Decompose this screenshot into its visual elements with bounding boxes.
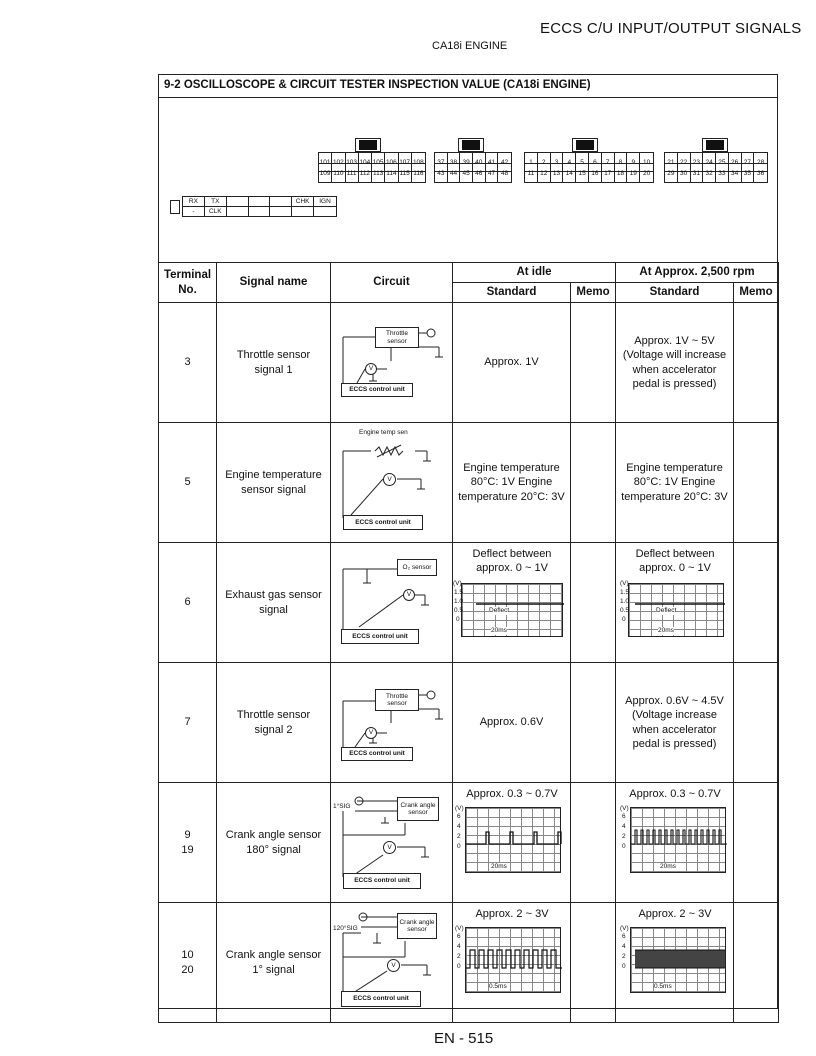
tick-label: 6 (622, 933, 626, 940)
idle-memo-cell (571, 783, 616, 903)
tick-label: 1.5 (620, 589, 630, 596)
o2-idle-waveform (461, 583, 563, 637)
connector-pin: CLK (205, 207, 227, 216)
tick-label: 0 (457, 843, 461, 850)
rpm-memo-cell (734, 783, 779, 903)
connector-key (706, 140, 724, 150)
connector-pin: 106 (385, 153, 398, 171)
connector-pin: 109 (319, 164, 332, 182)
idle-standard-cell: Approx. 1V (453, 303, 571, 423)
deflect-label: Deflect (656, 607, 677, 614)
crank180-idle-waveform (465, 807, 561, 873)
voltmeter-icon: V (387, 959, 400, 972)
rpm-memo-cell (734, 543, 779, 663)
terminal-cell: 10 20 (159, 903, 217, 1023)
voltmeter-icon: V (365, 363, 377, 375)
time-scale-label: 20ms (660, 863, 676, 870)
throttle2-circuit-diagram (331, 663, 453, 782)
connector-pin: CHK (292, 197, 314, 206)
header-signal: Signal name (217, 263, 331, 303)
idle-standard-text: Approx. 2 ~ 3V (475, 908, 549, 920)
voltmeter-icon: V (383, 841, 396, 854)
connector-pin: 116 (413, 169, 424, 177)
connector-key (576, 140, 594, 150)
connector-pin: 25 (716, 153, 729, 171)
crank-angle-sensor-box: Crank angle sensor (397, 797, 439, 821)
throttle-circuit-diagram (331, 303, 453, 422)
table-row (159, 783, 779, 903)
time-scale-label: 20ms (658, 627, 674, 634)
header-terminal: Terminal No. (159, 263, 217, 303)
connector-pin: 103 (346, 153, 359, 171)
connector-pin: 13 (551, 164, 564, 182)
rpm-standard-cell: Engine temperature 80°C: 1V Engine temperature 20°C: 3V (616, 423, 734, 543)
connector-pin: 108 (412, 158, 424, 166)
rpm-standard-text: Approx. 0.3 ~ 0.7V (629, 788, 721, 800)
rpm-memo-cell (734, 663, 779, 783)
connector-pin: 36 (757, 169, 765, 177)
connector-pin: 5 (576, 153, 589, 171)
page-number: EN - 515 (434, 1030, 494, 1047)
idle-memo-cell (571, 423, 616, 543)
connector-pin: 24 (703, 153, 716, 171)
header-rpm: At Approx. 2,500 rpm (616, 263, 779, 283)
connector-pin: 2 (538, 153, 551, 171)
connector-pin: 112 (359, 164, 372, 182)
terminal-cell: 7 (159, 663, 217, 783)
signal-cell: Crank angle sensor 180° signal (217, 783, 331, 903)
signal-cell: Crank angle sensor 1° signal (217, 903, 331, 1023)
rpm-standard-cell (616, 543, 734, 663)
v-unit-label: (V) (453, 580, 462, 587)
connector-pin: 32 (703, 164, 716, 182)
connector-pin: 107 (399, 153, 412, 171)
connector-pin: 17 (602, 164, 615, 182)
connector-pin (314, 207, 336, 216)
connector-key (359, 140, 377, 150)
tick-label: 1.0 (620, 598, 630, 605)
crank1-rpm-waveform (630, 927, 726, 993)
header-rpm-memo: Memo (734, 283, 779, 303)
voltmeter-icon: V (403, 589, 415, 601)
connector-pin (249, 207, 271, 216)
idle-memo-cell (571, 663, 616, 783)
throttle-sensor-box: Throttle sensor (375, 689, 419, 711)
ecu-box: ECCS control unit (343, 873, 421, 889)
connector-pin: 41 (486, 153, 499, 171)
idle-memo-cell (571, 543, 616, 663)
crank-angle-sensor-box: Crank angle sensor (397, 913, 437, 939)
connector-pin: 110 (332, 164, 345, 182)
connector-pin: TX (205, 197, 227, 206)
idle-standard-text: Deflect between approx. 0 ~ 1V (472, 548, 552, 575)
connector-pin: RX (183, 197, 205, 206)
connector-pin: 26 (729, 153, 742, 171)
header-circuit: Circuit (331, 263, 453, 303)
signal-cell: Throttle sensor signal 2 (217, 663, 331, 783)
connector-pin: 10 (642, 158, 651, 166)
circuit-cell (331, 903, 453, 1023)
idle-standard-cell (453, 903, 571, 1023)
engine-temp-label: Engine temp sen (359, 429, 408, 436)
connector-pin: 35 (742, 164, 755, 182)
idle-memo-cell (571, 303, 616, 423)
connector-pin: IGN (319, 198, 331, 205)
signal-cell: Engine temperature sensor signal (217, 423, 331, 543)
idle-memo-cell (571, 903, 616, 1023)
circuit-cell (331, 663, 453, 783)
tick-label: 2 (457, 953, 461, 960)
connector-pin: 43 (435, 164, 448, 182)
connector-pin: 113 (372, 164, 385, 182)
throttle-sensor-box: Throttle sensor (375, 327, 419, 348)
v-unit-label: (V) (455, 925, 464, 932)
diag-connector-key (170, 200, 180, 214)
connector-pin: 111 (346, 164, 359, 182)
inspection-table (158, 262, 779, 1023)
rpm-standard-text: Approx. 2 ~ 3V (638, 908, 712, 920)
connector-pin: 48 (500, 169, 509, 177)
sig120-label: 120°SIG (333, 925, 358, 932)
ecu-box: ECCS control unit (341, 629, 419, 644)
connector-pin: 16 (589, 164, 602, 182)
connector-pin: 6 (589, 153, 602, 171)
crank180-rpm-waveform (630, 807, 726, 873)
tick-label: 0 (622, 843, 626, 850)
connector-pin: 40 (473, 153, 486, 171)
connector-pin: 1 (525, 153, 538, 171)
table-row (159, 663, 779, 783)
connector-pin: 38 (448, 153, 461, 171)
connector-pin: 11 (525, 164, 538, 182)
voltmeter-icon: V (383, 473, 396, 486)
connector-pin: 105 (372, 153, 385, 171)
tick-label: 4 (622, 943, 626, 950)
connector-pin: 45 (460, 164, 473, 182)
connector-pin: 31 (691, 164, 704, 182)
header-rpm-standard: Standard (616, 283, 734, 303)
connector-pin: 15 (576, 164, 589, 182)
circuit-cell (331, 543, 453, 663)
tick-label: 0 (456, 616, 460, 623)
ecu-box: ECCS control unit (343, 515, 423, 530)
idle-standard-cell: Engine temperature 80°C: 1V Engine temperature 20°C: 3V (453, 423, 571, 543)
connector-pin: 34 (729, 164, 742, 182)
idle-standard-cell: Approx. 0.6V (453, 663, 571, 783)
header-idle-memo: Memo (571, 283, 616, 303)
connector-pin: 14 (563, 164, 576, 182)
crank1-idle-waveform (465, 927, 561, 993)
terminal-cell: 3 (159, 303, 217, 423)
tick-label: 1.0 (454, 598, 464, 605)
table-row (159, 543, 779, 663)
connector-pin: 37 (435, 153, 448, 171)
connector-pin: 27 (742, 153, 755, 171)
connector-pin: 115 (399, 164, 412, 182)
connector-pin (249, 197, 271, 206)
signal-cell: Exhaust gas sensor signal (217, 543, 331, 663)
connector-pin: 114 (385, 164, 398, 182)
v-unit-label: (V) (620, 805, 629, 812)
connector-pin: 102 (332, 153, 345, 171)
tick-label: 2 (457, 833, 461, 840)
v-unit-label: (V) (455, 805, 464, 812)
header-idle: At idle (453, 263, 616, 283)
page-header-title: ECCS C/U INPUT/OUTPUT SIGNALS (540, 20, 802, 37)
terminal-cell: 5 (159, 423, 217, 543)
ecu-box: ECCS control unit (341, 383, 413, 397)
sig1-label: 1°SIG (333, 803, 351, 810)
tick-label: 6 (457, 933, 461, 940)
voltmeter-icon: V (365, 727, 377, 739)
connector-pin: 46 (473, 164, 486, 182)
rpm-standard-text: Deflect between approx. 0 ~ 1V (635, 548, 715, 575)
connector-pin: 23 (691, 153, 704, 171)
ecu-box: ECCS control unit (341, 747, 413, 761)
idle-standard-cell (453, 543, 571, 663)
tick-label: 0 (622, 963, 626, 970)
terminal-cell: 9 19 (159, 783, 217, 903)
connector-pin (227, 207, 249, 216)
connector-key (462, 140, 480, 150)
connector-pin: 30 (678, 164, 691, 182)
tick-label: 2 (622, 833, 626, 840)
tick-label: 2 (622, 953, 626, 960)
time-scale-label: 0.5ms (489, 983, 507, 990)
tick-label: 4 (457, 943, 461, 950)
signal-cell: Throttle sensor signal 1 (217, 303, 331, 423)
deflect-label: Deflect (489, 607, 510, 614)
connector-pin: - (183, 207, 205, 216)
connector-pin (270, 197, 292, 206)
connector-pin: 44 (448, 164, 461, 182)
connector-pin: 104 (359, 153, 372, 171)
tick-label: 6 (622, 813, 626, 820)
rpm-memo-cell (734, 423, 779, 543)
connector-pin: 12 (538, 164, 551, 182)
v-unit-label: (V) (620, 580, 629, 587)
connector-pin: 33 (716, 164, 729, 182)
table-row (159, 303, 779, 423)
connector-4-bottom-row (664, 163, 768, 183)
rpm-standard-cell (616, 903, 734, 1023)
connector-pin: 39 (460, 153, 473, 171)
connector-pin: 8 (615, 153, 628, 171)
connector-2-bottom-row (434, 163, 512, 183)
rpm-standard-cell: Approx. 0.6V ~ 4.5V (Voltage increase when accelerator pedal is pressed) (616, 663, 734, 783)
v-unit-label: (V) (620, 925, 629, 932)
tick-label: 0 (622, 616, 626, 623)
tick-label: 4 (457, 823, 461, 830)
connector-pin: 21 (665, 153, 678, 171)
o2-sensor-box: O₂ sensor (397, 559, 437, 576)
connector-pin (227, 197, 249, 206)
page-header-engine: CA18i ENGINE (432, 40, 508, 52)
tick-label: 0.5 (454, 607, 464, 614)
connector-pin: 29 (665, 164, 678, 182)
connector-pin: 42 (500, 158, 509, 166)
table-row (159, 903, 779, 1023)
rpm-standard-cell (616, 783, 734, 903)
circuit-cell (331, 423, 453, 543)
connector-pin: 18 (615, 164, 628, 182)
connector-1-bottom-row (318, 163, 426, 183)
terminal-cell: 6 (159, 543, 217, 663)
connector-pin: 19 (627, 164, 640, 182)
connector-pin: 7 (602, 153, 615, 171)
tick-label: 1.5 (454, 589, 464, 596)
connector-pin: 9 (627, 153, 640, 171)
connector-pin: 3 (551, 153, 564, 171)
connector-pin (270, 207, 292, 216)
connector-pin: 4 (563, 153, 576, 171)
tick-label: 0.5 (620, 607, 630, 614)
ecu-box: ECCS control unit (341, 991, 421, 1007)
connector-pin: 28 (757, 158, 765, 166)
connector-pin: 20 (642, 169, 651, 177)
table-row (159, 423, 779, 543)
connector-pin: 22 (678, 153, 691, 171)
tick-label: 6 (457, 813, 461, 820)
connector-pin: 47 (486, 164, 499, 182)
connector-pin: 101 (319, 153, 332, 171)
connector-3-bottom-row (524, 163, 654, 183)
idle-standard-cell (453, 783, 571, 903)
circuit-cell (331, 783, 453, 903)
idle-standard-text: Approx. 0.3 ~ 0.7V (466, 788, 558, 800)
connector-pin (292, 207, 314, 216)
tick-label: 0 (457, 963, 461, 970)
rpm-standard-cell: Approx. 1V ~ 5V (Voltage will increase when accelerator pedal is pressed) (616, 303, 734, 423)
rpm-memo-cell (734, 903, 779, 1023)
time-scale-label: 20ms (491, 627, 507, 634)
time-scale-label: 20ms (491, 863, 507, 870)
circuit-cell (331, 303, 453, 423)
rpm-memo-cell (734, 303, 779, 423)
tick-label: 4 (622, 823, 626, 830)
section-title: 9-2 OSCILLOSCOPE & CIRCUIT TESTER INSPECTION VALUE (CA18i ENGINE) (158, 74, 778, 98)
time-scale-label: 0.5ms (654, 983, 672, 990)
diag-connector-bottom-row (182, 206, 337, 217)
header-idle-standard: Standard (453, 283, 571, 303)
